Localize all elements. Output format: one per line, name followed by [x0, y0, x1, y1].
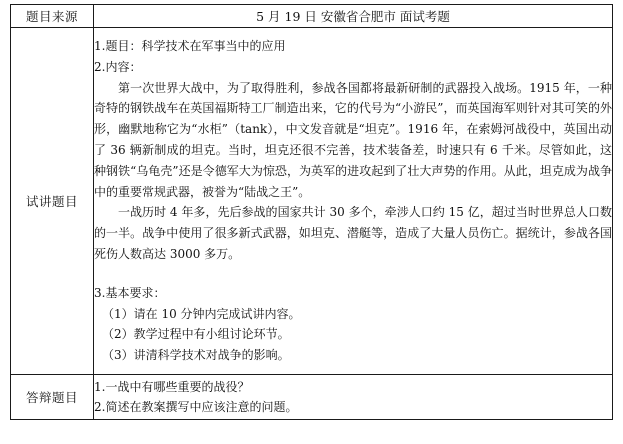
defense-question: 2.简述在教案撰写中应该注意的问题。	[94, 400, 298, 414]
content-heading: 2.内容：	[94, 59, 142, 74]
exam-source-title: 5 月 19 日 安徽省合肥市 面试考题	[94, 5, 613, 28]
requirement-item: （3）讲清科学技术对战争的影响。	[102, 348, 290, 363]
spacer	[94, 265, 612, 283]
exam-question-table	[10, 4, 613, 420]
requirements-heading: 3.基本要求：	[94, 285, 166, 300]
defense-row	[11, 375, 613, 420]
defense-questions	[94, 375, 613, 420]
lecture-label: 试讲题目	[11, 28, 94, 375]
lecture-row	[11, 28, 613, 375]
defense-question: 1.一战中有哪些重要的战役？	[94, 380, 250, 394]
lecture-content	[94, 28, 613, 375]
header-row	[11, 5, 613, 28]
requirement-item: （1）请在 10 分钟内完成试讲内容。	[102, 306, 301, 321]
content-paragraph-1: 第一次世界大战中，为了取得胜利，参战各国都将最新研制的武器投入战场。1915 年，一种奇特的钢铁战车在英国福斯特工厂制造出来，它的代号为“小游民”，而英国海军则针对其可笑的外形，幽默地称它为“水柜”（tank），中文发音就是“坦克”。1916 年，在索姆河战役中，英国出动了 36 辆新制成的坦克。当时，坦克还很不完善，技术装备差，时速只有 6 千米。尽管如此，这种钢铁“乌龟壳”还是令德军大为惊恐，为英军的进攻起到了壮大声势的作用。从此，坦克成为战争中的重要常规武器，被誉为“陆战之王”。	[94, 80, 612, 199]
lecture-topic: 1.题目：科学技术在军事当中的应用	[94, 39, 286, 54]
content-paragraph-2: 一战历时 4 年多，先后参战的国家共计 30 多个，牵涉人口约 15 亿，超过当时世界总人口数的一半。战争中使用了很多新式武器，如坦克、潜艇等，造成了大量人员伤亡。据统计，参战各国死伤人数高达 3000 多万。	[94, 205, 612, 261]
defense-label: 答辩题目	[11, 375, 94, 420]
requirement-item: （2）教学过程中有小组讨论环节。	[102, 327, 290, 342]
source-label: 题目来源	[11, 5, 94, 28]
